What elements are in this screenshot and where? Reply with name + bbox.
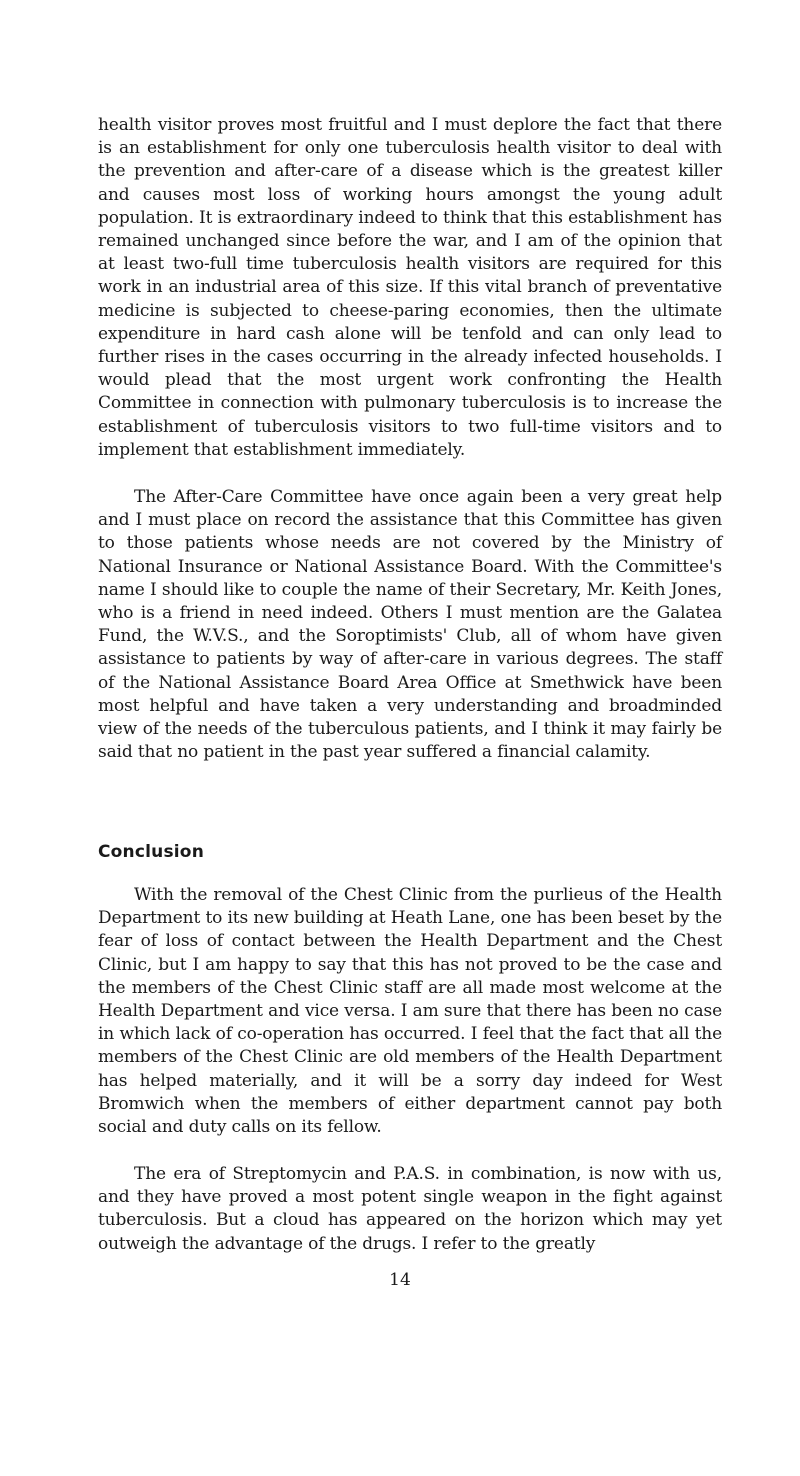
paragraph-chest-clinic: With the removal of the Chest Clinic from the purlieus of the Health Department to its new building at Heath Lane, one has been beset by the fear of loss of contact between the Health Department and the Chest Clinic, but I am happy to say that this has not proved to be the case and the members of the Chest Clinic staff are all made most welcome at the Health Department and vice versa. I am sure that there has been no case in which lack of co-operation has occurred. I feel that the fact that all the members of the Chest Clinic are old members of the Health Department has helped materially, and it will be a sorry day indeed for West Bromwich when the members of either department cannot pay both social and duty calls on its fellow. [98, 885, 722, 1138]
page-number: 14 [389, 1270, 411, 1290]
paragraph-streptomycin: The era of Streptomycin and P.A.S. in combination, is now with us, and they have proved a most potent single weapon in the fight against tuberculosis. But a cloud has appeared on the horizon which may yet outweigh the advantage of the drugs. I refer to the greatly [98, 1164, 722, 1254]
paragraph-after-care-committee: The After-Care Committee have once again been a very great help and I must place on record the assistance that this Committee has given to those patients whose needs are not covered by the Ministry of National Insurance or National Assistance Board. With the Committee's name I should like to couple the name of their Secretary, Mr. Keith Jones, who is a friend in need indeed. Others I must mention are the Galatea Fund, the W.V.S., and the Soroptimists' Club, all of whom have given assistance to patients by way of after-care in various degrees. The staff of the National Assistance Board Area Office at Smethwick have been most helpful and have taken a very understanding and broadminded view of the needs of the tuberculous patients, and I think it may fairly be said that no patient in the past year suffered a financial calamity. [98, 487, 722, 763]
paragraph-tuberculosis-visitors: health visitor proves most fruitful and I must deplore the fact that there is an establishment for only one tuberculosis health visitor to deal with the prevention and after-care of a disease which is the greatest killer and causes most loss of working hours amongst the young adult population. It is extraordinary indeed to think that this establishment has remained unchanged since before the war, and I am of the opinion that at least two-full time tuberculosis health visitors are required for this work in an industrial area of this size. If this vital branch of preventative medicine is subjected to cheese-paring economies, then the ultimate expenditure in hard cash alone will be tenfold and can only lead to further rises in the cases occurring in the already infected households. I would plead that the most urgent work confronting the Health Committee in connection with pulmonary tuberculosis is to increase the establishment of tuberculosis visitors to two full-time visitors and to implement that establishment immediately. [98, 115, 722, 460]
section-heading-conclusion: Conclusion [98, 842, 204, 862]
